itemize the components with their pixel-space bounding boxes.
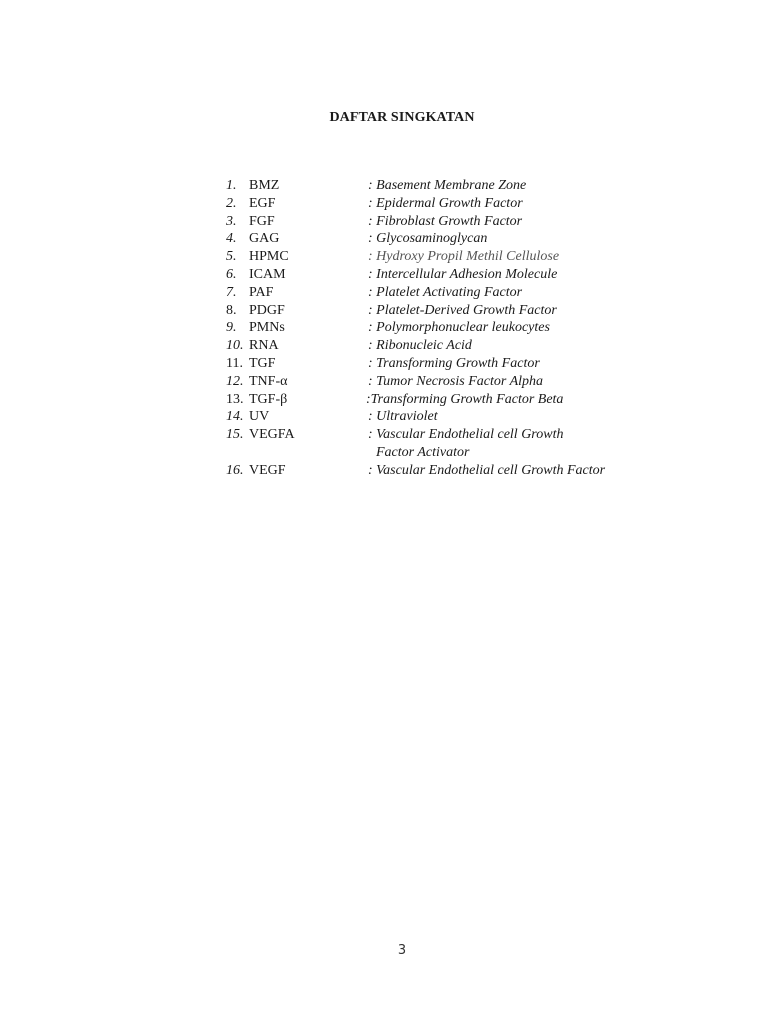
- item-abbreviation: HPMC: [249, 249, 289, 265]
- item-abbreviation: FGF: [249, 213, 275, 229]
- item-definition: : Platelet Activating Factor: [368, 284, 523, 300]
- list-item: [226, 462, 646, 480]
- item-definition: : Ribonucleic Acid: [368, 338, 472, 354]
- list-item: [226, 355, 646, 373]
- item-number: 11.: [226, 355, 243, 371]
- item-abbreviation: ICAM: [249, 266, 286, 282]
- item-abbreviation: PDGF: [249, 302, 285, 318]
- item-abbreviation: TGF-β: [249, 391, 288, 407]
- item-definition: : Tumor Necrosis Factor Alpha: [368, 373, 544, 389]
- item-definition: : Intercellular Adhesion Molecule: [368, 266, 558, 282]
- list-item: [226, 302, 646, 320]
- item-definition: : Ultraviolet: [368, 409, 438, 425]
- item-definition: :Transforming Growth Factor Beta: [366, 391, 564, 407]
- page-title: DAFTAR SINGKATAN: [329, 110, 475, 125]
- list-item: [226, 319, 646, 337]
- item-abbreviation: VEGF: [249, 462, 286, 478]
- page-number: 3: [397, 943, 407, 958]
- item-definition: : Hydroxy Propil Methil Cellulose: [368, 249, 560, 265]
- item-definition: : Platelet-Derived Growth Factor: [368, 302, 557, 318]
- list-item: [226, 213, 646, 231]
- list-item: [226, 266, 646, 284]
- item-number: 15.: [226, 427, 244, 443]
- item-number: 3.: [226, 213, 237, 229]
- item-definition-line: : Vascular Endothelial cell Growth: [368, 427, 564, 443]
- item-number: 10.: [226, 338, 244, 354]
- item-abbreviation: UV: [249, 409, 270, 425]
- item-number: 8.: [226, 302, 237, 318]
- item-number: 6.: [226, 266, 237, 282]
- item-number: 9.: [226, 320, 237, 336]
- item-number: 4.: [226, 231, 237, 247]
- item-number: 5.: [226, 249, 237, 265]
- item-definition: : Glycosaminoglycan: [368, 231, 488, 247]
- item-number: 13.: [226, 391, 244, 407]
- item-number: 2.: [226, 195, 237, 211]
- item-number: 7.: [226, 284, 237, 300]
- list-item: [226, 230, 646, 248]
- item-definition: : Fibroblast Growth Factor: [368, 213, 523, 229]
- list-item: [226, 408, 646, 426]
- item-definition-continuation: Factor Activator: [376, 444, 470, 460]
- item-abbreviation: EGF: [249, 195, 276, 211]
- list-item: [226, 337, 646, 355]
- item-definition: : Transforming Growth Factor: [368, 355, 540, 371]
- item-number: 14.: [226, 409, 244, 425]
- item-abbreviation: VEGFA: [249, 427, 295, 443]
- item-number: 12.: [226, 373, 244, 389]
- list-item: [226, 248, 646, 266]
- list-item: [226, 284, 646, 302]
- item-number: 1.: [226, 178, 237, 193]
- abbreviation-list: [226, 177, 646, 480]
- list-item: [226, 195, 646, 213]
- item-abbreviation: PMNs: [249, 320, 285, 336]
- item-definition: [368, 426, 658, 462]
- item-abbreviation: GAG: [249, 231, 280, 247]
- item-abbreviation: TNF-α: [249, 373, 288, 389]
- item-definition: : Vascular Endothelial cell Growth Factor: [368, 462, 606, 478]
- list-item: [226, 177, 646, 195]
- item-abbreviation: RNA: [249, 338, 279, 354]
- item-definition: : Epidermal Growth Factor: [368, 195, 523, 211]
- item-number: 16.: [226, 462, 244, 478]
- item-definition: : Polymorphonuclear leukocytes: [368, 320, 550, 336]
- list-item: [226, 426, 646, 462]
- item-definition: : Basement Membrane Zone: [368, 178, 527, 193]
- item-abbreviation: PAF: [249, 284, 274, 300]
- list-item: [226, 373, 646, 391]
- list-item: [226, 391, 646, 409]
- item-abbreviation: BMZ: [249, 178, 280, 193]
- item-abbreviation: TGF: [249, 355, 276, 371]
